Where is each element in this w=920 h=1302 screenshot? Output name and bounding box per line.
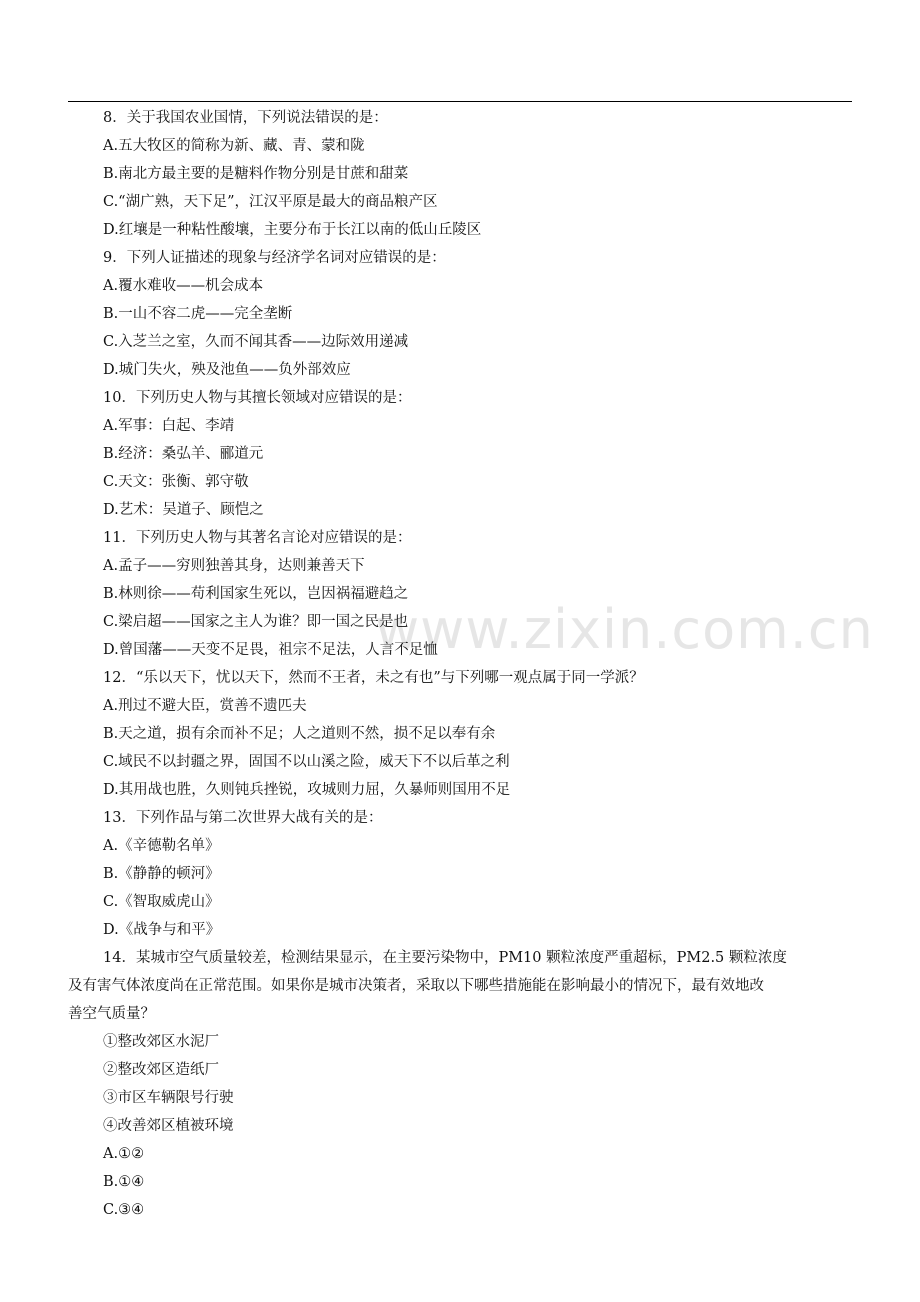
question-10-option-a: A.军事：白起、李靖 xyxy=(103,418,235,434)
question-10-stem: 10．下列历史人物与其擅长领域对应错误的是： xyxy=(103,390,412,406)
question-11-option-b: B.林则徐——苟利国家生死以，岂因祸福避趋之 xyxy=(103,586,409,602)
question-14-item-1: ①整改郊区水泥厂 xyxy=(103,1034,219,1050)
question-8-option-c: C.“湖广熟，天下足”，江汉平原是最大的商品粮产区 xyxy=(103,194,438,210)
question-9-option-c: C.入芝兰之室，久而不闻其香——边际效用递减 xyxy=(103,334,409,350)
question-11-option-c: C.梁启超——国家之主人为谁？即一国之民是也 xyxy=(103,614,409,630)
question-11-stem: 11．下列历史人物与其著名言论对应错误的是： xyxy=(103,530,412,546)
question-9-option-b: B.一山不容二虎——完全垄断 xyxy=(103,306,293,322)
question-9-option-d: D.城门失火，殃及池鱼——负外部效应 xyxy=(103,362,351,378)
question-8-option-b: B.南北方最主要的是糖料作物分别是甘蔗和甜菜 xyxy=(103,166,409,182)
question-14-option-a: A.①② xyxy=(103,1146,145,1162)
question-14-item-3: ③市区车辆限号行驶 xyxy=(103,1090,234,1106)
question-9-stem: 9．下列人证描述的现象与经济学名词对应错误的是： xyxy=(103,250,446,266)
question-content xyxy=(68,104,853,1224)
question-13-option-a: A.《辛德勒名单》 xyxy=(103,838,220,854)
question-14-option-b: B.①④ xyxy=(103,1174,145,1190)
question-14-option-c: C.③④ xyxy=(103,1202,145,1218)
question-13-stem: 13．下列作品与第二次世界大战有关的是： xyxy=(103,810,383,826)
question-14-stem-line-2: 及有害气体浓度尚在正常范围。如果你是城市决策者，采取以下哪些措施能在影响最小的情况下，最有效地改 xyxy=(68,978,764,994)
question-8-stem: 8．关于我国农业国情，下列说法错误的是： xyxy=(103,110,388,126)
question-14-item-2: ②整改郊区造纸厂 xyxy=(103,1062,219,1078)
question-13-option-b: B.《静静的顿河》 xyxy=(103,866,220,882)
question-12-stem: 12．“乐以天下，忧以天下，然而不王者，未之有也”与下列哪一观点属于同一学派？ xyxy=(103,670,644,686)
question-12-option-d: D.其用战也胜，久则钝兵挫锐，攻城则力屈，久暴师则国用不足 xyxy=(103,782,511,798)
question-12-option-c: C.域民不以封疆之界，固国不以山溪之险，威天下不以后革之利 xyxy=(103,754,510,770)
header-rule xyxy=(68,101,852,102)
question-12-option-b: B.天之道，损有余而补不足；人之道则不然，损不足以奉有余 xyxy=(103,726,496,742)
question-13-option-c: C.《智取威虎山》 xyxy=(103,894,220,910)
question-8-option-a: A.五大牧区的简称为新、藏、青、蒙和陇 xyxy=(103,138,365,154)
question-10-option-b: B.经济：桑弘羊、郦道元 xyxy=(103,446,264,462)
question-9-option-a: A.覆水难收——机会成本 xyxy=(103,278,264,294)
question-14-stem-line-3: 善空气质量？ xyxy=(68,1006,155,1022)
question-11-option-d: D.曾国藩——天变不足畏，祖宗不足法，人言不足恤 xyxy=(103,642,438,658)
question-14-stem-line-1: 14．某城市空气质量较差，检测结果显示，在主要污染物中，PM10 颗粒浓度严重超标，PM2.5 颗粒浓度 xyxy=(103,950,787,966)
question-11-option-a: A.孟子——穷则独善其身，达则兼善天下 xyxy=(103,558,365,574)
question-14-item-4: ④改善郊区植被环境 xyxy=(103,1118,234,1134)
watermark: www.zixin.com.cn xyxy=(375,598,874,661)
question-8-option-d: D.红壤是一种粘性酸壤，主要分布于长江以南的低山丘陵区 xyxy=(103,222,482,238)
question-10-option-c: C.天文：张衡、郭守敬 xyxy=(103,474,249,490)
question-10-option-d: D.艺术：吴道子、顾恺之 xyxy=(103,502,264,518)
question-12-option-a: A.刑过不避大臣，赏善不遗匹夫 xyxy=(103,698,307,714)
question-13-option-d: D.《战争与和平》 xyxy=(103,922,221,938)
